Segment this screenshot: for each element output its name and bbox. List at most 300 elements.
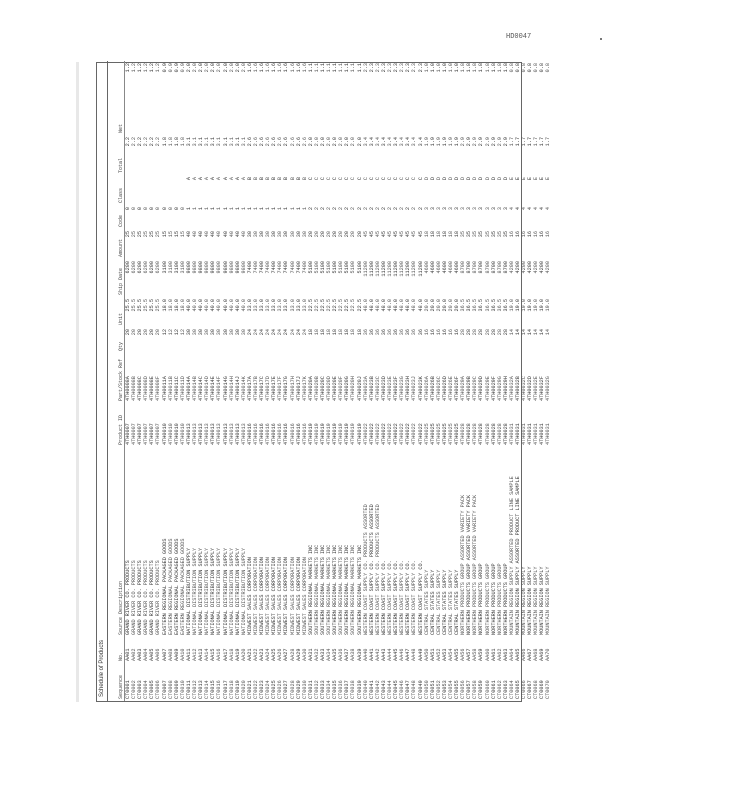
table-cell: 40.0: [222, 299, 229, 312]
table-cell: 4TH0028: [460, 423, 467, 445]
table-cell: 8700: [490, 261, 497, 274]
table-cell: AA20: [240, 648, 247, 661]
table-cell: 1.6: [259, 63, 266, 73]
table-cell: 36.5: [490, 299, 497, 312]
table-cell: 4TH0023F: [393, 376, 400, 401]
table-cell: 3.4: [362, 137, 369, 147]
table-cell: MOUNTAIN REGION SUPPLY: [539, 566, 546, 635]
table-cell: 2.2: [143, 137, 150, 147]
table-cell: 4TH0014F: [216, 376, 223, 401]
table-cell: EASTERN REGIONAL PACKAGED GOODS: [179, 538, 186, 635]
table-cell: AA32: [313, 648, 320, 661]
table-cell: B: [252, 177, 259, 181]
table-cell: 2.0: [222, 63, 229, 73]
table-cell: AA52: [435, 648, 442, 661]
table-cell: A: [234, 177, 241, 181]
table-cell: 45: [387, 231, 394, 238]
table-cell: CT0007: [161, 680, 168, 699]
table-cell: NORTHERN PRODUCTS GROUP ASSORTED VARIETY PACK: [472, 494, 479, 635]
table-cell: 4TH0022: [362, 423, 369, 445]
column-header: Net: [108, 61, 125, 135]
table-cell: AA27: [283, 648, 290, 661]
table-cell: 4TH0032F: [539, 376, 546, 401]
table-cell: 4TH0023C: [374, 376, 381, 401]
table-cell: 2.0: [228, 63, 235, 73]
table-cell: 1.7: [539, 137, 546, 147]
table-cell: 40: [198, 231, 205, 238]
table-cell: 4200: [515, 261, 521, 274]
table-cell: 4TH0023G: [399, 376, 406, 401]
table-cell: 8700: [472, 261, 479, 274]
table-cell: 16: [545, 231, 552, 238]
table-cell: SOUTHERN REGIONAL MARKETS INC: [332, 544, 339, 635]
table-cell: 2.0: [338, 137, 345, 147]
table-cell: 30: [271, 231, 278, 238]
table-cell: 24: [289, 329, 296, 336]
table-cell: CT0070: [545, 680, 552, 699]
table-cell: 4TH0025: [423, 423, 430, 445]
table-cell: 8700: [484, 261, 491, 274]
table-cell: WESTERN COAST SUPPLY CO.: [405, 560, 412, 635]
table-cell: CT0047: [405, 680, 412, 699]
table-cell: AA03: [137, 648, 144, 661]
table-cell: 2.6: [252, 137, 259, 147]
table-cell: 24: [246, 329, 253, 336]
table-cell: D: [490, 177, 497, 181]
table-cell: C: [374, 177, 381, 181]
table-cell: 48.0: [417, 299, 424, 312]
table-cell: AA24: [265, 648, 272, 661]
table-cell: AA46: [399, 648, 406, 661]
table-cell: 4TH0014A: [185, 376, 192, 401]
table-cell: CT0032: [313, 680, 320, 699]
table-cell: 22.5: [350, 299, 357, 312]
table-cell: 0.9: [173, 63, 180, 73]
table-cell: D: [447, 177, 454, 181]
table-cell: 40: [228, 231, 235, 238]
table-cell: 4TH0019: [356, 423, 363, 445]
rotated-table-sheet: [96, 62, 736, 699]
table-cell: 35: [484, 231, 491, 238]
table-cell: MIDWEST SALES CORPORATION: [283, 557, 290, 635]
table-cell: 4TH0032G: [545, 376, 552, 401]
table-cell: 3.4: [368, 137, 375, 147]
table-cell: CT0056: [460, 680, 467, 699]
table-cell: C: [411, 177, 418, 181]
table-cell: CT0018: [228, 680, 235, 699]
scan-edge-shadow: [76, 62, 79, 702]
table-cell: CT0048: [411, 680, 418, 699]
table-cell: 15: [167, 231, 174, 238]
table-cell: 4600: [454, 261, 461, 274]
table-cell: 4TH0031: [521, 423, 528, 445]
table-cell: C: [326, 177, 333, 181]
table-cell: 45: [362, 231, 369, 238]
table-cell: 20: [313, 231, 320, 238]
table-cell: 28: [472, 329, 479, 336]
table-cell: 11200: [417, 261, 424, 277]
table-cell: NATIONAL DISTRIBUTION SUPPLY: [228, 547, 235, 635]
table-cell: 24: [271, 329, 278, 336]
table-cell: 4TH0020D: [326, 376, 333, 401]
table-cell: CT0069: [539, 680, 546, 699]
table-cell: AA67: [527, 648, 534, 661]
table-cell: 4: [508, 207, 515, 211]
table-cell: 2: [387, 207, 394, 211]
table-cell: CT0067: [527, 680, 534, 699]
table-cell: 19.0: [527, 299, 534, 312]
table-cell: 2: [411, 207, 418, 211]
table-cell: 4TH0023K: [417, 376, 424, 401]
table-cell: 2.6: [259, 137, 266, 147]
table-cell: C: [387, 177, 394, 181]
table-cell: 30: [265, 231, 272, 238]
table-cell: CT0059: [478, 680, 485, 699]
table-cell: 48.0: [405, 299, 412, 312]
table-cell: 45: [417, 231, 424, 238]
table-cell: 2.6: [289, 137, 296, 147]
table-cell: 1: [277, 207, 284, 211]
table-cell: EASTERN REGIONAL PACKAGED GOODS: [161, 538, 168, 635]
table-cell: 4TH0031: [545, 423, 552, 445]
table-cell: 36.5: [478, 299, 485, 312]
table-cell: CT0063: [502, 680, 509, 699]
table-cell: 30: [252, 231, 259, 238]
table-cell: 48.0: [387, 299, 394, 312]
table-cell: MIDWEST SALES CORPORATION: [246, 557, 253, 635]
table-cell: MOUNTAIN REGION SUPPLY: [545, 566, 552, 635]
table-cell: CT0035: [332, 680, 339, 699]
table-cell: WESTERN COAST SUPPLY CO.: [380, 560, 387, 635]
table-cell: AA36: [338, 648, 345, 661]
table-cell: 1.7: [515, 137, 521, 147]
table-cell: 4TH0007: [137, 423, 144, 445]
table-cell: 16: [533, 231, 540, 238]
table-cell: 40.0: [234, 299, 241, 312]
table-cell: MIDWEST SALES CORPORATION: [277, 557, 284, 635]
table-cell: 18: [429, 231, 436, 238]
table-cell: CT0003: [137, 680, 144, 699]
table-cell: 4TH0025: [441, 423, 448, 445]
table-cell: CT0040: [362, 680, 369, 699]
table-cell: CT0054: [447, 680, 454, 699]
table-cell: 16: [521, 231, 528, 238]
table-cell: 4200: [545, 261, 552, 274]
table-cell: 22.5: [344, 299, 351, 312]
table-cell: 1.8: [173, 137, 180, 147]
table-cell: 5100: [332, 261, 339, 274]
table-cell: 1.8: [179, 137, 186, 147]
table-cell: 7400: [301, 261, 308, 274]
table-cell: CT0065: [515, 680, 521, 699]
table-cell: 24: [277, 329, 284, 336]
table-cell: 2.9: [496, 137, 503, 147]
table-cell: 20: [332, 231, 339, 238]
table-cell: 12: [167, 329, 174, 336]
table-cell: 1.9: [423, 137, 430, 147]
table-cell: 15: [161, 231, 168, 238]
table-cell: 2.3: [399, 63, 406, 73]
table-cell: 33.0: [252, 299, 259, 312]
table-cell: 20: [149, 329, 156, 336]
table-cell: 33.0: [246, 299, 253, 312]
table-cell: 24: [252, 329, 259, 336]
table-cell: 1.8: [167, 137, 174, 147]
table-cell: 4TH0023E: [387, 376, 394, 401]
table-cell: 2: [405, 207, 412, 211]
table-cell: 4TH0031: [533, 423, 540, 445]
table-cell: 4TH0010: [179, 423, 186, 445]
table-cell: 2.0: [185, 63, 192, 73]
table-cell: 4TH0032A: [508, 376, 515, 401]
table-cell: 4TH0013: [204, 423, 211, 445]
table-cell: 18: [441, 231, 448, 238]
table-cell: AA45: [393, 648, 400, 661]
table-cell: 4TH0029F: [490, 376, 497, 401]
table-cell: C: [307, 177, 314, 181]
table-cell: 0: [125, 207, 131, 211]
table-cell: 30: [228, 329, 235, 336]
table-cell: 4600: [435, 261, 442, 274]
table-cell: 35: [502, 231, 509, 238]
table-cell: 4TH0023A: [362, 376, 369, 401]
table-cell: 1: [246, 207, 253, 211]
table-cell: 2: [307, 207, 314, 211]
table-cell: 8700: [466, 261, 473, 274]
table-cell: 1.6: [271, 63, 278, 73]
table-cell: 4TH0013: [185, 423, 192, 445]
table-cell: 4600: [429, 261, 436, 274]
table-cell: 40.0: [198, 299, 205, 312]
table-cell: 1.6: [295, 63, 302, 73]
table-cell: AA53: [441, 648, 448, 661]
table-cell: 4TH0032E: [533, 376, 540, 401]
table-cell: 4TH0013: [234, 423, 241, 445]
table-cell: WESTERN COAST SUPPLY CO.: [417, 560, 424, 635]
table-cell: 0.9: [161, 63, 168, 73]
table-cell: 5100: [313, 261, 320, 274]
table-cell: 5100: [338, 261, 345, 274]
table-cell: 14: [539, 329, 546, 336]
table-cell: 1.8: [484, 63, 491, 73]
table-cell: AA30: [301, 648, 308, 661]
table-cell: 3.1: [234, 137, 241, 147]
table-cell: 1.8: [472, 63, 479, 73]
table-cell: SOUTHERN REGIONAL MARKETS INC: [307, 544, 314, 635]
table-cell: 45: [393, 231, 400, 238]
table-cell: 25: [149, 231, 156, 238]
table-cell: A: [210, 177, 217, 181]
table-cell: 4TH0029A: [460, 376, 467, 401]
table-cell: 24: [301, 329, 308, 336]
table-cell: 1.8: [161, 137, 168, 147]
table-cell: B: [277, 177, 284, 181]
table-cell: 4200: [539, 261, 546, 274]
table-cell: CENTRAL STATES SUPPLY: [429, 569, 436, 635]
table-cell: AA58: [472, 648, 479, 661]
table-cell: 2.0: [240, 63, 247, 73]
table-cell: 9800: [185, 261, 192, 274]
table-cell: 2.0: [326, 137, 333, 147]
table-cell: 0.8: [521, 63, 528, 73]
table-cell: 4TH0026C: [435, 376, 442, 401]
table-cell: 2.3: [374, 63, 381, 73]
table-cell: B: [246, 177, 253, 181]
table-cell: 4TH0026F: [454, 376, 461, 401]
table-cell: 1.9: [435, 137, 442, 147]
column-header: Unit: [108, 297, 125, 327]
table-cell: 20.0: [429, 299, 436, 312]
table-cell: D: [441, 177, 448, 181]
table-cell: 4TH0008A: [125, 376, 131, 401]
table-cell: 30: [295, 231, 302, 238]
table-cell: E: [515, 177, 521, 181]
table-cell: 20: [338, 231, 345, 238]
table-cell: AA42: [374, 648, 381, 661]
table-cell: 4TH0016: [252, 423, 259, 445]
table-cell: 2: [356, 207, 363, 211]
table-cell: 4TH0029H: [502, 376, 509, 401]
table-cell: 3.4: [417, 137, 424, 147]
table-cell: 4TH0020B: [313, 376, 320, 401]
table-cell: 3: [460, 207, 467, 211]
table-cell: 16: [447, 329, 454, 336]
table-cell: 2.0: [192, 63, 199, 73]
table-cell: 4TH0032C: [521, 376, 528, 401]
table-cell: 30: [192, 329, 199, 336]
table-cell: B: [259, 177, 266, 181]
table-cell: 36: [393, 329, 400, 336]
table-cell: SOUTHERN REGIONAL MARKETS INC: [313, 544, 320, 635]
table-cell: 4TH0013: [210, 423, 217, 445]
table-cell: 12: [179, 329, 186, 336]
table-cell: 5100: [320, 261, 326, 274]
table-cell: 12: [173, 329, 180, 336]
table-cell: AA10: [179, 648, 186, 661]
table-cell: WESTERN COAST SUPPLY CO.: [387, 560, 394, 635]
table-cell: 4TH0026A: [423, 376, 430, 401]
table-cell: 0: [155, 207, 162, 211]
table-cell: 40: [234, 231, 241, 238]
table-cell: 18: [344, 329, 351, 336]
table-cell: E: [539, 177, 546, 181]
table-cell: 4TH0008F: [155, 376, 162, 401]
table-cell: MOUNTAIN REGION SUPPLY: [527, 566, 534, 635]
table-cell: 1: [222, 207, 229, 211]
table-cell: 25: [125, 231, 131, 238]
table-cell: 3: [484, 207, 491, 211]
table-cell: AA25: [271, 648, 278, 661]
table-cell: 0.9: [167, 63, 174, 73]
table-cell: 40.0: [210, 299, 217, 312]
table-cell: 4TH0007: [131, 423, 138, 445]
table-cell: 1.9: [441, 137, 448, 147]
table-cell: 36: [417, 329, 424, 336]
table-cell: 4TH0017C: [259, 376, 266, 401]
table-cell: 1.9: [429, 137, 436, 147]
table-cell: 4TH0022: [387, 423, 394, 445]
table-cell: 18: [350, 329, 357, 336]
table-cell: 4TH0026B: [429, 376, 436, 401]
table-cell: 4TH0014H: [228, 376, 235, 401]
table-cell: 3100: [161, 261, 168, 274]
table-cell: 2: [344, 207, 351, 211]
table-cell: AA41: [368, 648, 375, 661]
table-cell: E: [527, 177, 534, 181]
table-cell: 22.5: [326, 299, 333, 312]
table-cell: AA16: [216, 648, 223, 661]
table-cell: 2.0: [332, 137, 339, 147]
table-cell: 25.5: [143, 299, 150, 312]
table-cell: 4TH0025: [447, 423, 454, 445]
table-cell: 4TH0010: [161, 423, 168, 445]
table-cell: 1.0: [441, 63, 448, 73]
table-cell: 3.1: [185, 137, 192, 147]
table-cell: 2.3: [362, 63, 369, 73]
table-cell: D: [472, 177, 479, 181]
table-cell: AA04: [143, 648, 150, 661]
table-cell: NORTHERN PRODUCTS GROUP: [484, 563, 491, 635]
table-cell: GRAND RIVER CO. PRODUCTS: [131, 560, 138, 635]
table-cell: 4TH0022: [393, 423, 400, 445]
table-cell: 0.8: [508, 63, 515, 73]
table-cell: 4200: [508, 261, 515, 274]
table-cell: 4TH0031: [508, 423, 515, 445]
table-cell: 1.1: [307, 63, 314, 73]
table-cell: 19.0: [508, 299, 515, 312]
table-cell: 30: [277, 231, 284, 238]
table-cell: 4TH0013: [228, 423, 235, 445]
table-cell: B: [271, 177, 278, 181]
table-cell: 3: [441, 207, 448, 211]
table-cell: 22.5: [307, 299, 314, 312]
table-cell: 14: [527, 329, 534, 336]
table-cell: 4TH0008E: [149, 376, 156, 401]
table-cell: 25: [131, 231, 138, 238]
table-cell: 3100: [167, 261, 174, 274]
table-cell: 4TH0028: [478, 423, 485, 445]
table-cell: 24: [265, 329, 272, 336]
table-cell: 6200: [155, 261, 162, 274]
table-cell: 11200: [362, 261, 369, 277]
table-cell: 4600: [423, 261, 430, 274]
table-cell: 9800: [222, 261, 229, 274]
table-cell: 4TH0022: [405, 423, 412, 445]
table-cell: 33.0: [277, 299, 284, 312]
table-cell: 4TH0007: [125, 423, 131, 445]
table-cell: EASTERN REGIONAL PACKAGED GOODS: [173, 538, 180, 635]
table-cell: CT0066: [521, 680, 528, 699]
table-cell: 4TH0016: [246, 423, 253, 445]
table-cell: 11200: [387, 261, 394, 277]
table-cell: 4TH0022: [417, 423, 424, 445]
table-cell: 0.8: [539, 63, 546, 73]
column-header: Source Description: [108, 447, 125, 637]
table-cell: AA29: [295, 648, 302, 661]
table-cell: 1: [259, 207, 266, 211]
column-header: Qty: [108, 327, 125, 353]
table-cell: 4TH0017F: [277, 376, 284, 401]
table-cell: 14: [545, 329, 552, 336]
table-cell: 40: [210, 231, 217, 238]
table-cell: CT0057: [466, 680, 473, 699]
table-cell: MIDWEST SALES CORPORATION: [252, 557, 259, 635]
table-cell: 30: [283, 231, 290, 238]
table-cell: 4TH0016: [277, 423, 284, 445]
table-cell: C: [405, 177, 412, 181]
table-cell: 15: [173, 231, 180, 238]
table-cell: 1.1: [326, 63, 333, 73]
